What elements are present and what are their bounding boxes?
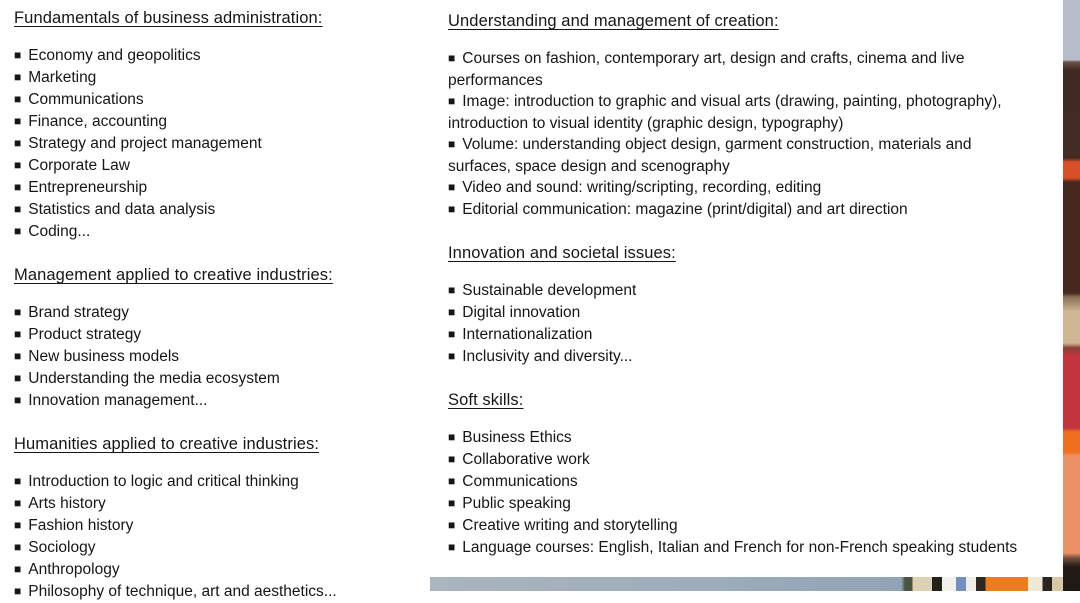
square-bullet-icon: ■ (14, 327, 22, 341)
list-item (14, 67, 430, 89)
curriculum-section (448, 11, 1020, 221)
list-item (448, 493, 1020, 515)
item-text: Courses on fashion, contemporary art, design and crafts, cinema and live performances (448, 50, 965, 89)
item-text: Volume: understanding object design, garment construction, materials and surfaces, space design and scenography (448, 136, 972, 175)
section-list (448, 280, 1020, 368)
item-text: Finance, accounting (28, 113, 167, 130)
list-item (14, 111, 430, 133)
list-item (14, 324, 430, 346)
item-text: Internationalization (462, 326, 593, 343)
list-item (448, 134, 1020, 177)
item-text: Inclusivity and diversity... (462, 348, 633, 365)
square-bullet-icon: ■ (14, 114, 22, 128)
item-text: Coding... (28, 223, 91, 240)
square-bullet-icon: ■ (14, 540, 22, 554)
square-bullet-icon: ■ (14, 393, 22, 407)
list-item (14, 302, 430, 324)
square-bullet-icon: ■ (14, 496, 22, 510)
list-item (448, 427, 1020, 449)
item-text: Collaborative work (462, 451, 590, 468)
list-item (448, 346, 1020, 368)
item-text: Language courses: English, Italian and French for non-French speaking students (462, 539, 1018, 556)
square-bullet-icon: ■ (14, 202, 22, 216)
square-bullet-icon: ■ (14, 518, 22, 532)
list-item (14, 515, 430, 537)
square-bullet-icon: ■ (448, 540, 456, 554)
section-list (14, 45, 430, 243)
square-bullet-icon: ■ (14, 371, 22, 385)
section-list (14, 471, 430, 603)
item-text: Arts history (28, 495, 106, 512)
list-item (14, 155, 430, 177)
column-left (14, 0, 430, 603)
square-bullet-icon: ■ (14, 180, 22, 194)
square-bullet-icon: ■ (448, 518, 456, 532)
item-text: Corporate Law (28, 157, 130, 174)
list-item (14, 368, 430, 390)
item-text: Innovation management... (28, 392, 208, 409)
item-text: Video and sound: writing/scripting, recording, editing (462, 179, 822, 196)
list-item (448, 471, 1020, 493)
square-bullet-icon: ■ (448, 474, 456, 488)
item-text: Understanding the media ecosystem (28, 370, 280, 387)
square-bullet-icon: ■ (14, 584, 22, 598)
square-bullet-icon: ■ (448, 452, 456, 466)
section-list (14, 302, 430, 412)
photo-bottom-crop (430, 577, 1080, 591)
item-text: Fashion history (28, 517, 134, 534)
square-bullet-icon: ■ (448, 349, 456, 363)
list-item (14, 537, 430, 559)
square-bullet-icon: ■ (448, 283, 456, 297)
square-bullet-icon: ■ (14, 48, 22, 62)
item-text: Economy and geopolitics (28, 47, 201, 64)
list-item (14, 493, 430, 515)
list-item (14, 221, 430, 243)
item-text: Sustainable development (462, 282, 637, 299)
square-bullet-icon: ■ (448, 496, 456, 510)
list-item (14, 390, 430, 412)
item-text: Entrepreneurship (28, 179, 148, 196)
item-text: Editorial communication: magazine (print/digital) and art direction (462, 201, 908, 218)
square-bullet-icon: ■ (448, 137, 456, 151)
item-text: Product strategy (28, 326, 142, 343)
square-bullet-icon: ■ (14, 305, 22, 319)
square-bullet-icon: ■ (14, 70, 22, 84)
square-bullet-icon: ■ (448, 180, 456, 194)
item-text: Image: introduction to graphic and visual arts (drawing, painting, photography), introduction to visual identity (graphic design, typography) (448, 93, 1002, 132)
square-bullet-icon: ■ (448, 305, 456, 319)
list-item (14, 346, 430, 368)
item-text: Communications (462, 473, 578, 490)
square-bullet-icon: ■ (14, 158, 22, 172)
list-item (448, 48, 1020, 91)
square-bullet-icon: ■ (14, 474, 22, 488)
section-heading: Management applied to creative industries: (14, 266, 333, 284)
square-bullet-icon: ■ (14, 92, 22, 106)
list-item (14, 45, 430, 67)
square-bullet-icon: ■ (14, 349, 22, 363)
section-heading: Humanities applied to creative industries: (14, 435, 320, 453)
list-item (448, 449, 1020, 471)
item-text: Public speaking (462, 495, 571, 512)
photo-right-crop (1063, 0, 1080, 591)
curriculum-section (448, 243, 1020, 368)
square-bullet-icon: ■ (448, 327, 456, 341)
list-item (448, 324, 1020, 346)
curriculum-section (14, 8, 430, 243)
section-heading: Understanding and management of creation: (448, 12, 779, 30)
square-bullet-icon: ■ (14, 224, 22, 238)
item-text: Strategy and project management (28, 135, 262, 152)
curriculum-section (14, 265, 430, 412)
section-list (448, 48, 1020, 221)
list-item (448, 280, 1020, 302)
square-bullet-icon: ■ (448, 94, 456, 108)
list-item (448, 199, 1020, 221)
column-right (448, 0, 1020, 559)
list-item (14, 177, 430, 199)
list-item (14, 133, 430, 155)
item-text: Statistics and data analysis (28, 201, 216, 218)
list-item (14, 559, 430, 581)
item-text: Creative writing and storytelling (462, 517, 678, 534)
square-bullet-icon: ■ (448, 202, 456, 216)
square-bullet-icon: ■ (448, 430, 456, 444)
list-item (14, 89, 430, 111)
item-text: New business models (28, 348, 180, 365)
item-text: Introduction to logic and critical thinking (28, 473, 299, 490)
section-list (448, 427, 1020, 559)
item-text: Philosophy of technique, art and aesthetics... (28, 583, 337, 600)
item-text: Digital innovation (462, 304, 581, 321)
section-heading: Soft skills: (448, 391, 524, 409)
section-heading: Fundamentals of business administration: (14, 9, 323, 27)
curriculum-section (14, 434, 430, 603)
list-item (14, 471, 430, 493)
section-heading: Innovation and societal issues: (448, 244, 676, 262)
item-text: Anthropology (28, 561, 120, 578)
list-item (448, 91, 1020, 134)
item-text: Communications (28, 91, 144, 108)
square-bullet-icon: ■ (14, 136, 22, 150)
list-item (448, 537, 1020, 559)
list-item (448, 515, 1020, 537)
list-item (448, 302, 1020, 324)
curriculum-section (448, 390, 1020, 559)
item-text: Business Ethics (462, 429, 572, 446)
list-item (448, 177, 1020, 199)
list-item (14, 581, 430, 603)
list-item (14, 199, 430, 221)
square-bullet-icon: ■ (448, 51, 456, 65)
item-text: Sociology (28, 539, 96, 556)
item-text: Brand strategy (28, 304, 130, 321)
square-bullet-icon: ■ (14, 562, 22, 576)
item-text: Marketing (28, 69, 97, 86)
